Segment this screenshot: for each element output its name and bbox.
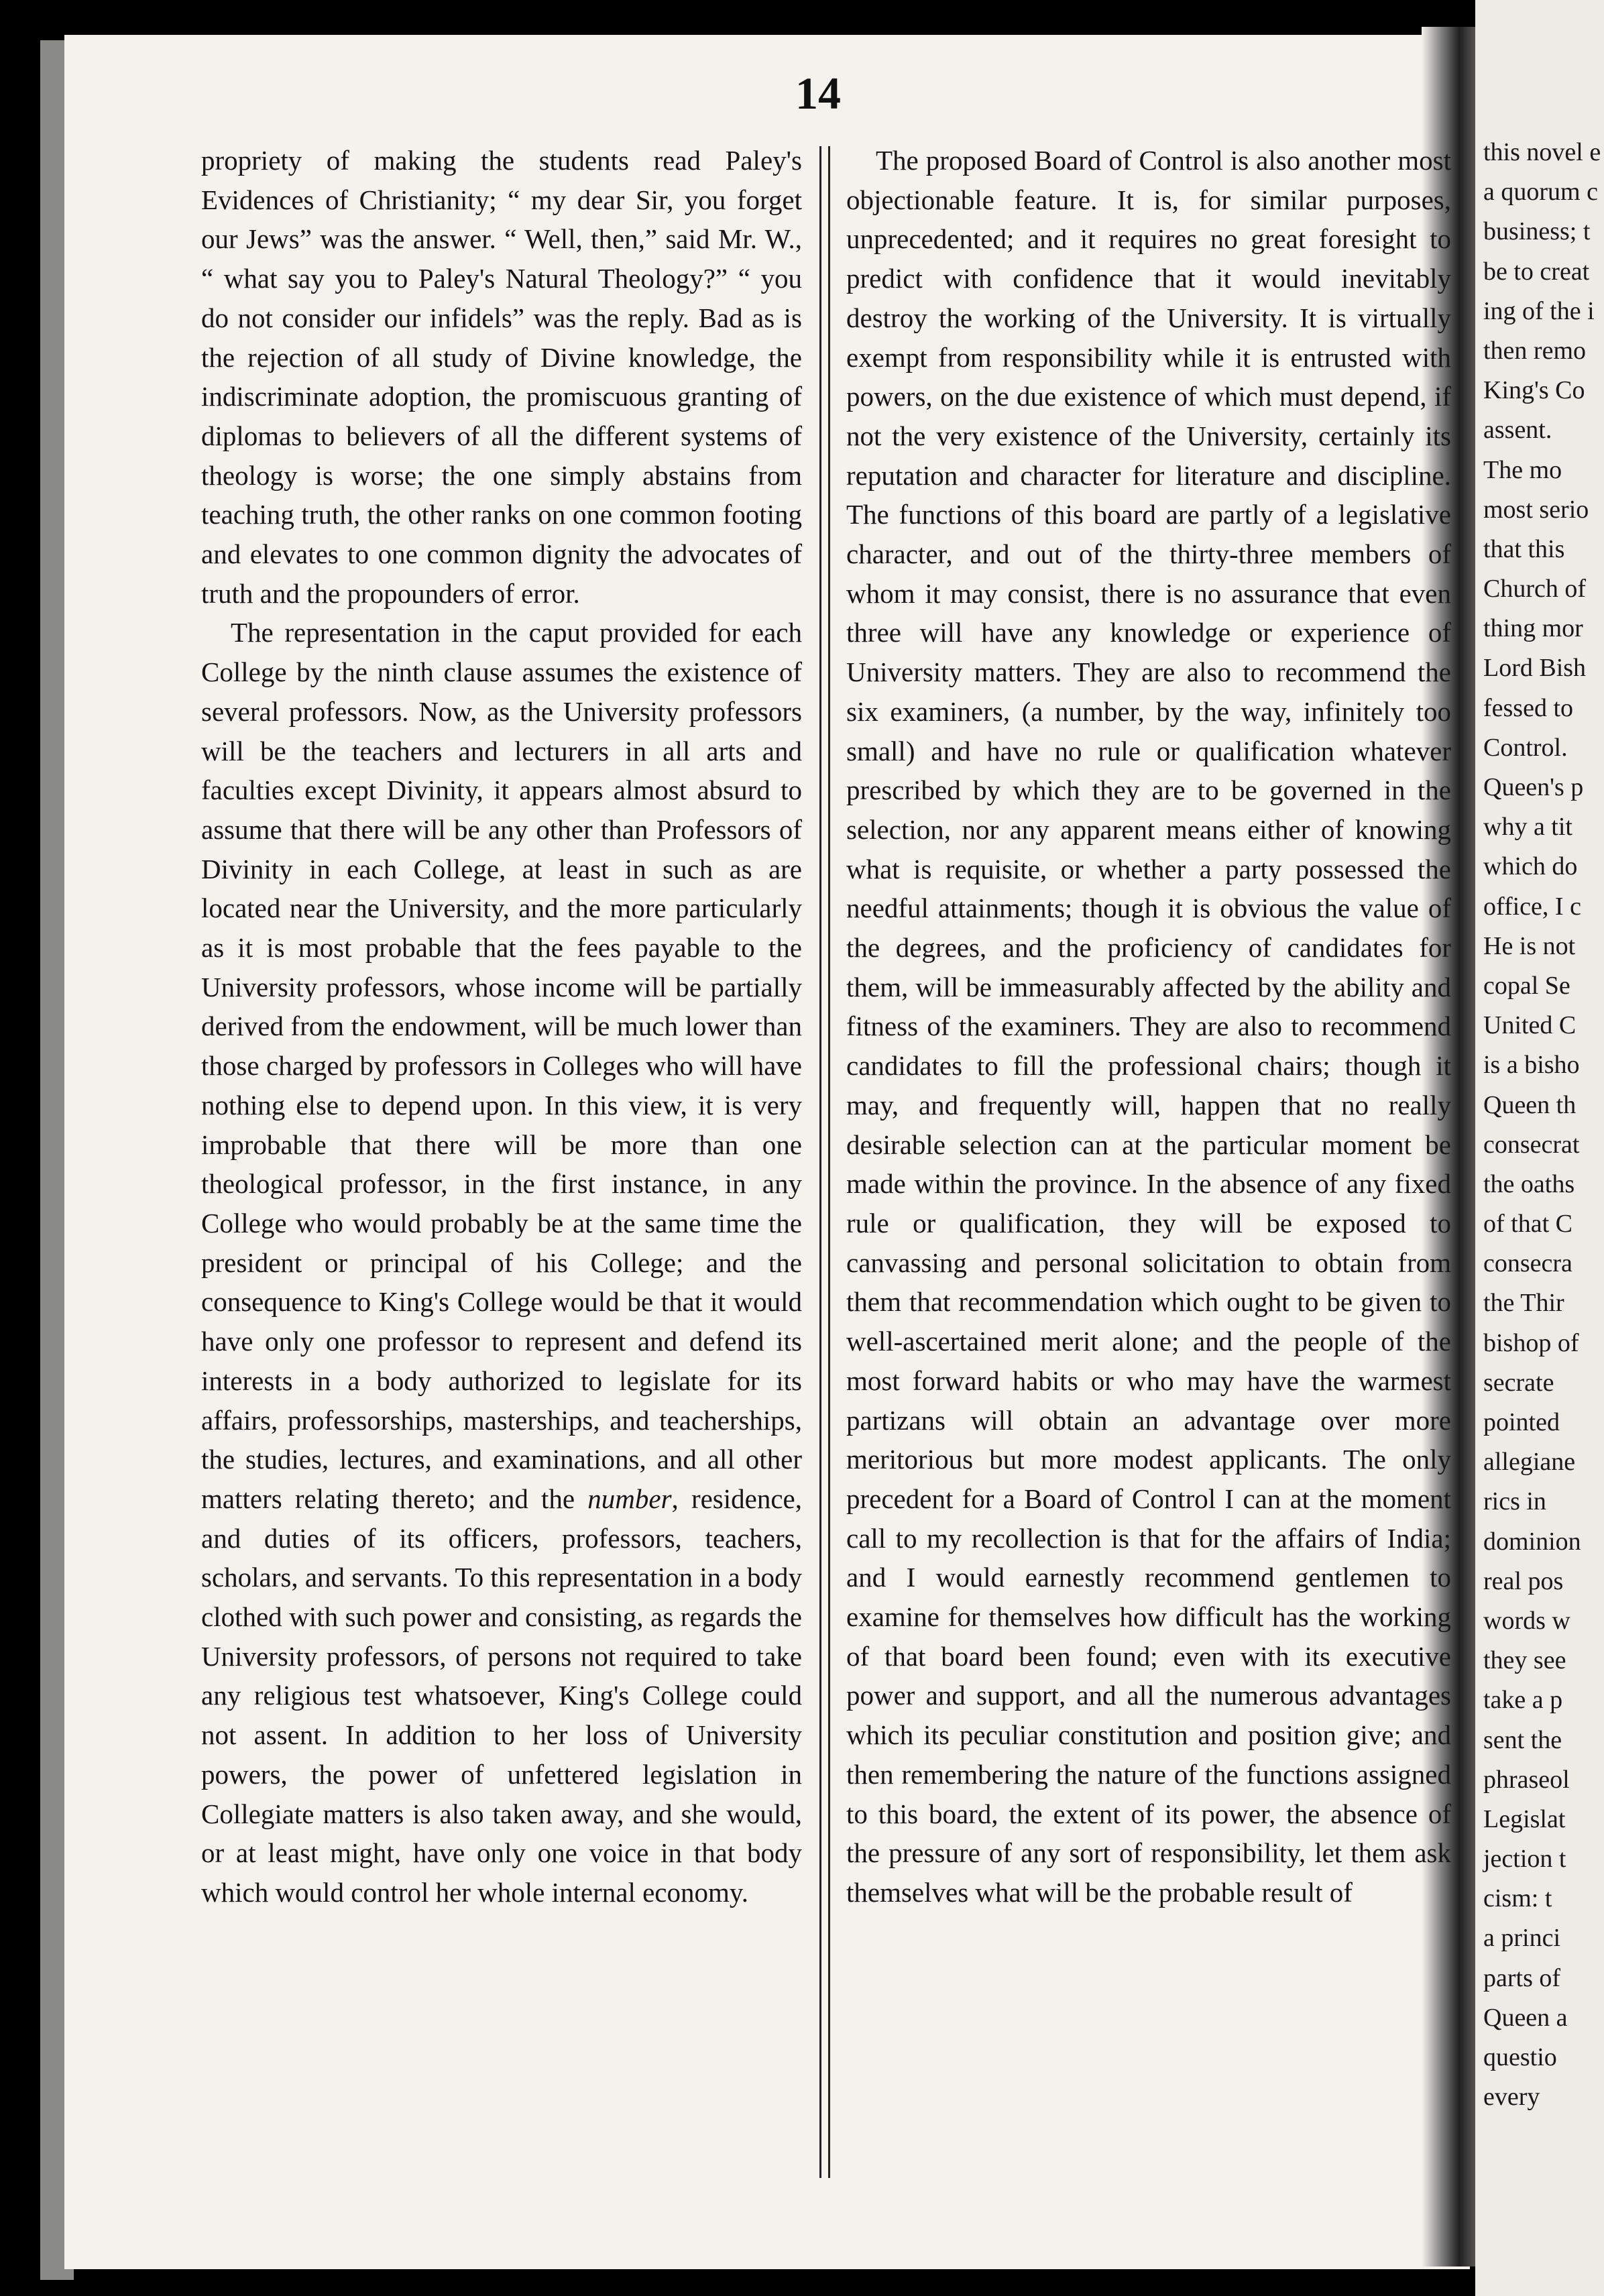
facing-page-line: pointed	[1483, 1408, 1560, 1436]
facing-page-line: copal Se	[1483, 971, 1570, 1000]
facing-page-line: assent.	[1483, 416, 1552, 445]
facing-page-line: The mo	[1483, 455, 1562, 484]
facing-page-line: they see	[1483, 1646, 1566, 1675]
facing-page-line: Legislat	[1483, 1804, 1566, 1833]
facing-page-line: that this	[1483, 534, 1565, 563]
facing-page-line: Control.	[1483, 733, 1568, 762]
facing-page-line: this novel e	[1483, 138, 1601, 166]
left-column	[201, 141, 802, 1912]
facing-page-line: fessed to	[1483, 693, 1574, 722]
facing-page-line: phraseol	[1483, 1765, 1570, 1794]
facing-page-line: be to creat	[1483, 257, 1590, 286]
facing-page-line: the oaths	[1483, 1169, 1575, 1198]
facing-page-line: thing mor	[1483, 614, 1583, 643]
facing-page-line: take a p	[1483, 1686, 1563, 1715]
facing-page-line: words w	[1483, 1606, 1570, 1635]
facing-page-line: every	[1483, 2083, 1540, 2112]
facing-page-line: sent the	[1483, 1725, 1562, 1754]
facing-page-line: ing of the i	[1483, 296, 1595, 325]
facing-page-line: a princi	[1483, 1924, 1561, 1953]
facing-page-line: business; t	[1483, 217, 1591, 246]
facing-page-line: rics in	[1483, 1487, 1546, 1516]
paragraph: The proposed Board of Control is also another most objectionable feature. It is, for similar purposes, unprecedented; and it requires no great foresight to predict with confidence that it would inevitably destroy the working of the University. It is virtually exempt from responsibility while it is entrusted with powers, on the due existence of which must depend, if not the very existence of the University, certainly its reputation and character for literature and discipline. The functions of this board are partly of a legislative character, and out of the thirty-three members of whom it may consist, there is no assurance that even three will have any knowledge or experience of University matters. They are also to recommend the six examiners, (a number, by the way, infinitely too small) and have no rule or qualification whatever prescribed by which they are to be governed in the selection, nor any apparent means either of knowing what is requisite, or whether a party possessed the needful attainments; though it is obvious the value of the degrees, and the proficiency of candidates for them, will be immeasurably affected by the ability and fitness of the examiners. They are also to recommend candidates to fill the professional chairs; though it may, and frequently will, happen that no really desirable selection can at the particular moment be made within the province. In the absence of any fixed rule or qualification, they will be exposed to canvassing and personal solicitation to obtain from them that recommendation which ought to be given to well-ascertained merit alone; and the people of the most forward habits or who may have the warmest partizans will obtain an advantage over more meritorious but more modest applicants. The only precedent for a Board of Control I can at the moment call to my recollection is that for the affairs of India; and I would earnestly recommend gentlemen to examine for themselves how difficult has the working of that board been found; even with its executive power and support, and all the numerous advantages which its peculiar constitution and position give; and then remembering the nature of the functions assigned to this board, the extent of its power, the absence of the pressure of any sort of responsibility, let them ask themselves what will be the probable result of	[846, 145, 1451, 1908]
page-number: 14	[795, 68, 841, 119]
facing-page-line: Lord Bish	[1483, 654, 1587, 683]
facing-page-line: which do	[1483, 852, 1578, 881]
italic-word: number	[587, 1483, 672, 1514]
facing-page-text	[1483, 133, 1604, 2117]
facing-page-line: of that C	[1483, 1210, 1572, 1239]
facing-page-line: Queen's p	[1483, 773, 1584, 801]
facing-page-line: He is not	[1483, 931, 1576, 960]
facing-page-line: jection t	[1483, 1845, 1566, 1874]
facing-page-line: parts of	[1483, 1963, 1561, 1992]
facing-page-line: consecrat	[1483, 1130, 1580, 1159]
facing-page-line: the Thir	[1483, 1289, 1564, 1318]
facing-page	[1475, 0, 1604, 2296]
facing-page-line: most serio	[1483, 495, 1589, 524]
facing-page-line: United C	[1483, 1011, 1577, 1040]
facing-page-line: consecra	[1483, 1249, 1572, 1278]
paragraph-text: The representation in the caput provided for each College by the ninth clause assumes the existence of several professors. Now, as the University professors will be the teachers and lecturers in all arts and faculties except Divinity, it appears almost absurd to assume that there will be any other than Professors of Divinity in each College, at least in such as are located near the University, and the more particularly as it is most probable that the fees payable to the University professors, whose income will be partially derived from the endowment, will be much lower than those charged by professors in Colleges who will have nothing else to depend upon. In this view, it is very improbable that there will be more than one theological professor, in the first instance, in any College who would probably be at the same time the president or principal of his College; and the consequence to King's College would be that it would have only one professor to represent and defend its interests in a body authorized to legislate for its affairs, professorships, masterships, and teacherships, the studies, lectures, and examinations, and all other matters relating thereto; and the	[201, 617, 802, 1514]
facing-page-line: a quorum c	[1483, 178, 1598, 207]
facing-page-line: cism: t	[1483, 1884, 1552, 1913]
facing-page-line: questio	[1483, 2043, 1557, 2071]
column-divider	[819, 146, 830, 2178]
scan-border-left	[0, 0, 32, 2296]
facing-page-line: dominion	[1483, 1527, 1581, 1556]
facing-page-line: is a bisho	[1483, 1051, 1580, 1080]
facing-page-line: then remo	[1483, 336, 1587, 365]
paragraph-text: , residence, and duties of its officers, professors, teachers, scholars, and servants. To this representation in a body clothed with such power and consisting, as regards the University professors, of persons not required to take any religious test whatsoever, King's College could not assent. In addition to her loss of University powers, the power of unfettered legislation in Collegiate matters is also taken away, and she would, or at least might, have only one voice in that body which would control her whole internal economy.	[201, 1483, 802, 1908]
facing-page-line: office, I c	[1483, 892, 1581, 921]
facing-page-line: bishop of	[1483, 1328, 1579, 1357]
paragraph	[201, 613, 802, 1912]
facing-page-line: Queen a	[1483, 2003, 1568, 2032]
facing-page-line: real pos	[1483, 1566, 1564, 1595]
facing-page-line: Church of	[1483, 575, 1587, 604]
right-column	[846, 141, 1451, 1912]
paragraph: propriety of making the students read Paley's Evidences of Christianity; “ my dear Sir, you forget our Jews” was the answer. “ Well, then,” said Mr. W., “ what say you to Paley's Natural Theology?” “ you do not consider our infidels” was the reply. Bad as is the rejection of all study of Divine knowledge, the indiscriminate adoption, the promiscuous granting of diplomas to believers of all the different systems of theology is worse; the one simply abstains from teaching truth, the other ranks on one common footing and elevates to one common dignity the advocates of truth and the propounders of error.	[201, 145, 802, 609]
facing-page-line: Queen th	[1483, 1090, 1577, 1119]
facing-page-line: King's Co	[1483, 376, 1585, 405]
facing-page-line: allegiane	[1483, 1448, 1576, 1477]
facing-page-line: why a tit	[1483, 813, 1572, 842]
facing-page-line: secrate	[1483, 1368, 1554, 1397]
